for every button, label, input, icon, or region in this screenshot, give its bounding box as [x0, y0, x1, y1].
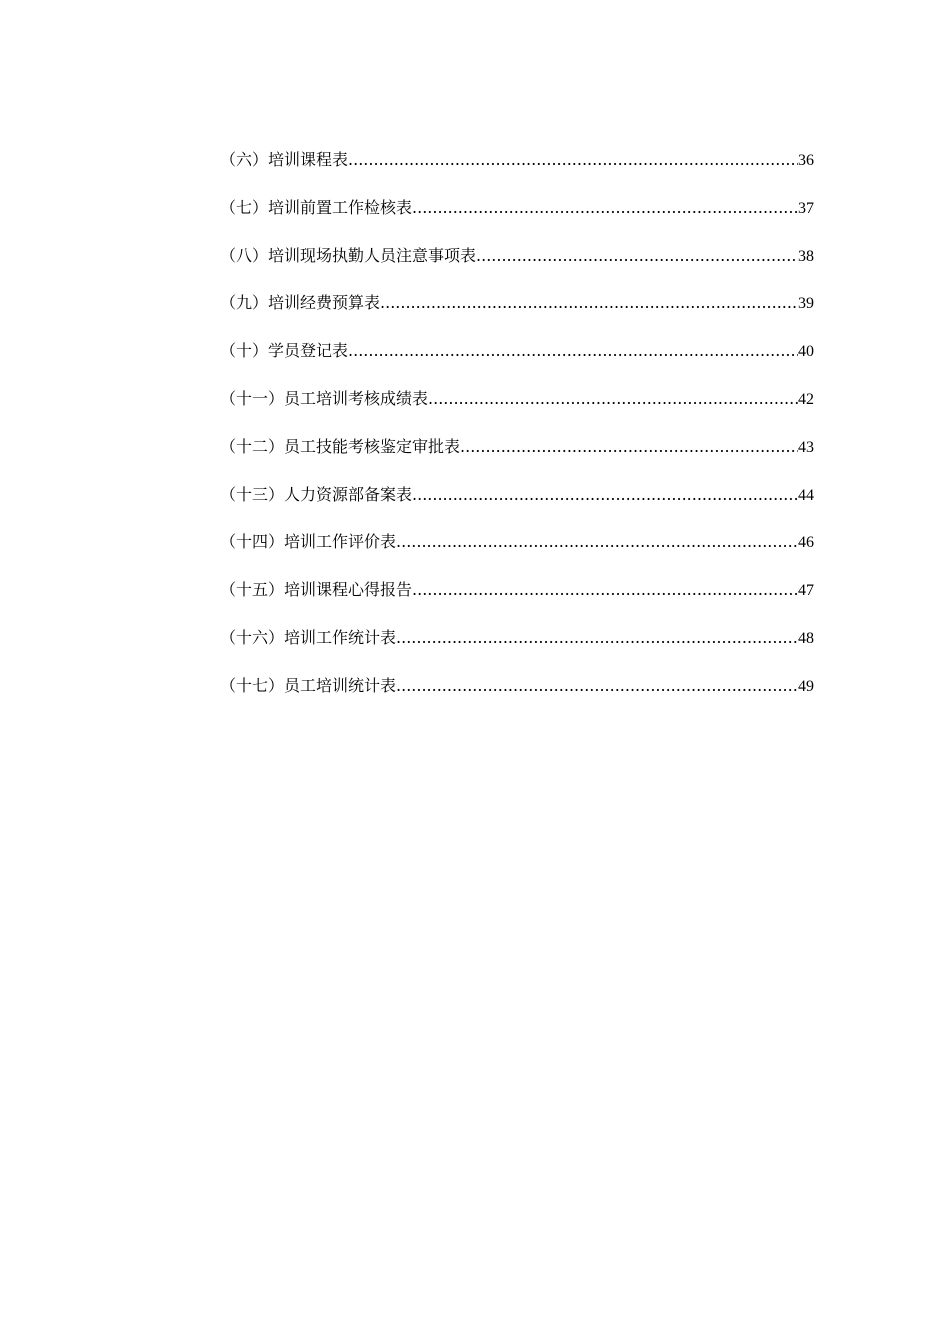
toc-entry[interactable]: [220, 288, 814, 336]
toc-entry-title: （十）学员登记表: [220, 341, 349, 361]
toc-entry-page: 42: [798, 390, 814, 408]
toc-entry[interactable]: [220, 432, 814, 480]
toc-entry-title: （十六）培训工作统计表: [220, 627, 397, 647]
toc-entry-title: （十四）培训工作评价表: [220, 532, 397, 552]
toc-entry-title: （十三）人力资源部备案表: [220, 484, 413, 504]
dot-leader: [412, 193, 798, 223]
toc-entry-page: 39: [798, 295, 814, 313]
toc-entry-page: 38: [798, 247, 814, 265]
toc-entry-page: 44: [798, 486, 814, 504]
toc-entry[interactable]: [220, 145, 814, 193]
toc-entry-page: 43: [798, 438, 814, 456]
toc-entry[interactable]: [220, 671, 814, 719]
toc-entry[interactable]: [220, 527, 814, 575]
dot-leader: [396, 527, 798, 557]
toc-entry-title: （十五）培训课程心得报告: [220, 580, 413, 600]
dot-leader: [460, 432, 798, 462]
toc-entry[interactable]: [220, 575, 814, 623]
toc-entry-page: 40: [798, 343, 814, 361]
toc-entry[interactable]: [220, 623, 814, 671]
dot-leader: [348, 145, 798, 175]
dot-leader: [396, 623, 798, 653]
toc-entry[interactable]: [220, 193, 814, 241]
toc-entry-title: （九）培训经费预算表: [220, 293, 381, 313]
toc-entry[interactable]: [220, 241, 814, 289]
table-of-contents: [220, 145, 814, 719]
toc-entry[interactable]: [220, 384, 814, 432]
toc-entry-title: （十七）员工培训统计表: [220, 675, 397, 695]
dot-leader: [348, 336, 798, 366]
toc-entry-title: （七）培训前置工作检核表: [220, 197, 413, 217]
toc-entry[interactable]: [220, 336, 814, 384]
dot-leader: [396, 671, 798, 701]
toc-entry-title: （十一）员工培训考核成绩表: [220, 388, 429, 408]
dot-leader: [428, 384, 798, 414]
dot-leader: [412, 480, 798, 510]
toc-entry-title: （六）培训课程表: [220, 150, 349, 169]
toc-entry-title: （十二）员工技能考核鉴定审批表: [220, 436, 461, 456]
toc-entry-page: 47: [798, 582, 814, 600]
toc-entry[interactable]: [220, 480, 814, 528]
toc-entry-page: 49: [798, 677, 814, 695]
dot-leader: [380, 288, 798, 318]
toc-entry-title: （八）培训现场执勤人员注意事项表: [220, 245, 477, 265]
toc-entry-page: 46: [798, 534, 814, 552]
toc-entry-page: 37: [798, 199, 814, 217]
toc-entry-page: 36: [798, 152, 814, 169]
dot-leader: [412, 575, 798, 605]
dot-leader: [476, 241, 798, 271]
toc-entry-page: 48: [798, 629, 814, 647]
